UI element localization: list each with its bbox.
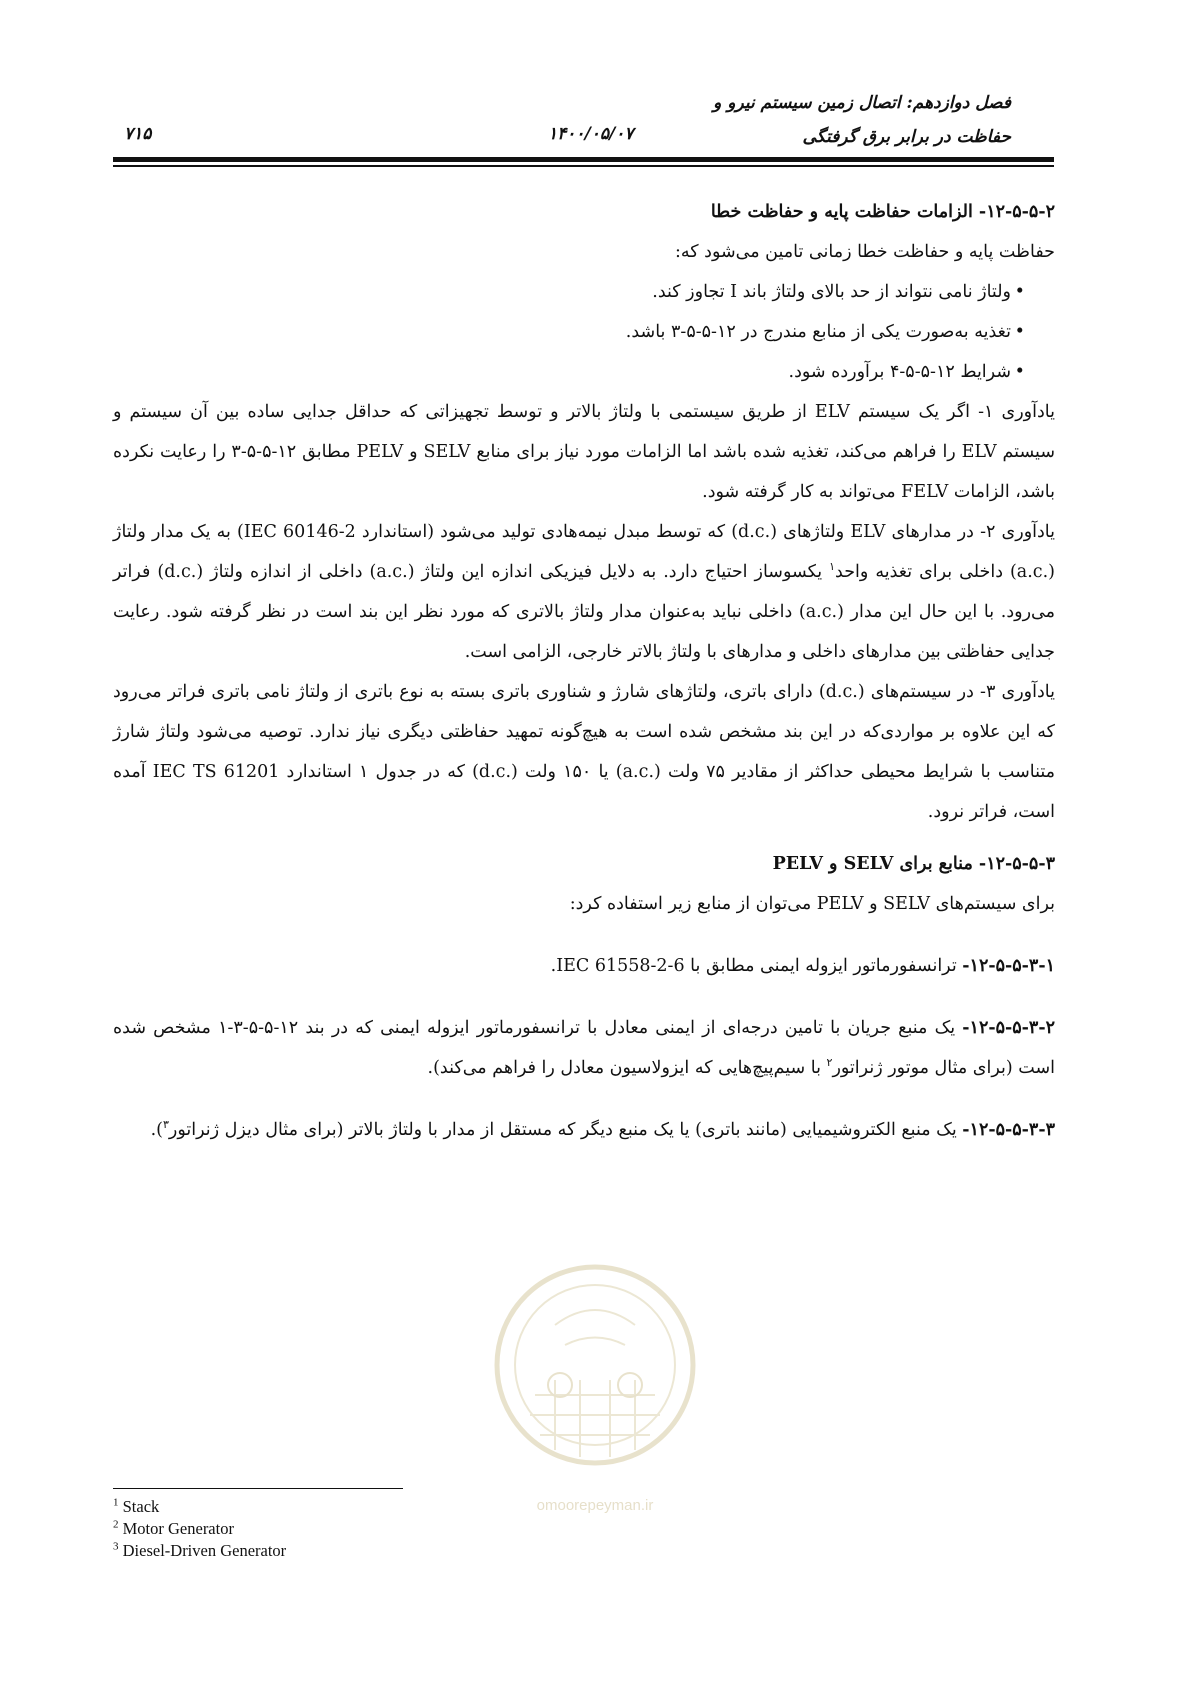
watermark-seal-icon <box>485 1245 705 1495</box>
requirements-list <box>113 272 1055 392</box>
footnote: $^2$ Motor Generator <box>113 1518 234 1538</box>
chapter-title-line1: فصل دوازدهم: اتصال زمین سیستم نیرو و <box>713 93 1011 113</box>
section-intro: حفاظت پایه و حفاظت خطا زمانی تامین می‌شود که: <box>674 242 1055 262</box>
source-item-number: ۱۲-۵-۵-۳-۲- <box>962 1018 1055 1038</box>
source-item-text-cont: ). <box>150 1120 163 1140</box>
chapter-title-line2: حفاظت در برابر برق گرفتگی <box>802 127 1011 147</box>
list-item: • شرایط ۱۲-۵-۵-۴ برآورده شود. <box>113 352 1025 392</box>
footnote-ref-1: ۱ <box>829 560 836 574</box>
list-item: • ولتاژ نامی نتواند از حد بالای ولتاژ باند I تجاوز کند. <box>113 272 1025 312</box>
source-item-2 <box>113 1008 1055 1088</box>
footnote-ref-3: ۳ <box>162 1118 169 1132</box>
watermark-logo <box>485 1245 705 1525</box>
source-item-number: ۱۲-۵-۵-۳-۳- <box>962 1120 1055 1140</box>
header-rule-thick <box>113 157 1054 162</box>
footnote: $^3$ Diesel-Driven Generator <box>113 1540 287 1560</box>
source-item-1 <box>113 946 1055 986</box>
source-item-number: ۱۲-۵-۵-۳-۱- <box>962 956 1055 976</box>
source-item-text-cont: با سیم‌پیچ‌هایی که ایزولاسیون معادل را فراهم می‌کند). <box>427 1058 827 1078</box>
note-1: یادآوری ۱- اگر یک سیستم ELV از طریق سیستمی با ولتاژ بالاتر و توسط تجهیزاتی که حداقل جدایی ساده بین آن سیستم و سیستم ELV را فراهم می‌کند، تغذیه شده باشد اما الزامات مورد نیاز برای منابع SELV و PELV مطابق ۱۲-۵-۵-۳ را رعایت نکرده باشد، الزامات FELV می‌تواند به کار گرفته شود. <box>113 402 1055 502</box>
page-number: ۷۱۵ <box>124 124 152 144</box>
source-item-text: یک منبع الکتروشیمیایی (مانند باتری) یا یک منبع دیگر که مستقل از مدار با ولتاژ بالاتر (برای مثال دیزل ژنراتور <box>168 1120 963 1140</box>
footnote-rule <box>113 1488 403 1489</box>
footnote-ref-2: ۲ <box>826 1056 833 1070</box>
section-heading-selv-pelv-sources: ۱۲-۵-۵-۳- منابع برای SELV و PELV <box>772 854 1055 874</box>
chapter-title <box>713 86 1011 154</box>
section-heading-basic-fault-protection: ۱۲-۵-۵-۲- الزامات حفاظت پایه و حفاظت خطا <box>710 202 1055 222</box>
section-intro: برای سیستم‌های SELV و PELV می‌توان از منابع زیر استفاده کرد: <box>569 894 1055 914</box>
footnote: $^1$ Stack <box>113 1496 160 1516</box>
note-2 <box>113 512 1055 672</box>
footnotes <box>113 1496 286 1562</box>
source-item-text: یک منبع جریان با تامین درجه‌ای از ایمنی معادل با ترانسفورماتور ایزوله ایمنی که در بند ۱۲-۵-۵-۳-۱ مشخص شده است (برای مثال موتور ژنراتور <box>113 1018 1055 1078</box>
header-rule-thin <box>113 165 1054 167</box>
list-item: • تغذیه به‌صورت یکی از منابع مندرج در ۱۲-۵-۵-۳ باشد. <box>113 312 1025 352</box>
watermark-url: omoorepeyman.ir <box>536 1497 654 1514</box>
note-3: یادآوری ۳- در سیستم‌های (.d.c) دارای باتری، ولتاژهای شارژ و شناوری باتری بسته به نوع باتری از ولتاژ نامی باتری فراتر می‌رود که این علاوه بر مواردی‌که در این بند مشخص شده است به هیچ‌گونه تمهید حفاظتی دیگری نیاز ندارد. توصیه می‌شود ولتاژ شارژ متناسب با شرایط محیطی حداکثر از مقادیر ۷۵ ولت (.a.c) یا ۱۵۰ ولت (.d.c) که در جدول ۱ استاندارد IEC TS 61201 آمده است، فراتر نرود. <box>113 682 1056 822</box>
document-body <box>113 190 1055 1150</box>
header-date: ۱۴۰۰/۰۵/۰۷ <box>548 124 634 144</box>
source-item-3 <box>113 1110 1055 1150</box>
note-2-part-a: یادآوری ۲- در مدارهای ELV ولتاژهای (.d.c) که توسط مبدل نیمه‌هادی تولید می‌شود (استاندارد IEC 60146-2) به یک مدار ولتاژ (.a.c) داخلی برای تغذیه واحد <box>113 522 1056 582</box>
source-item-text: ترانسفورماتور ایزوله ایمنی مطابق با IEC 61558-2-6. <box>550 956 963 976</box>
note-2-part-b: یکسوساز احتیاج دارد. به دلایل فیزیکی اندازه این ولتاژ (.a.c) داخلی از اندازه ولتاژ (.d.c) فراتر می‌رود. با این حال این مدار (.a.c) داخلی نباید به‌عنوان مدار ولتاژ بالاتری که مورد نظر این بند است در نظر گرفته شود. رعایت جدایی حفاظتی بین مدارهای داخلی و مدارهای با ولتاژ بالاتر خارجی، الزامی است. <box>113 562 1055 662</box>
